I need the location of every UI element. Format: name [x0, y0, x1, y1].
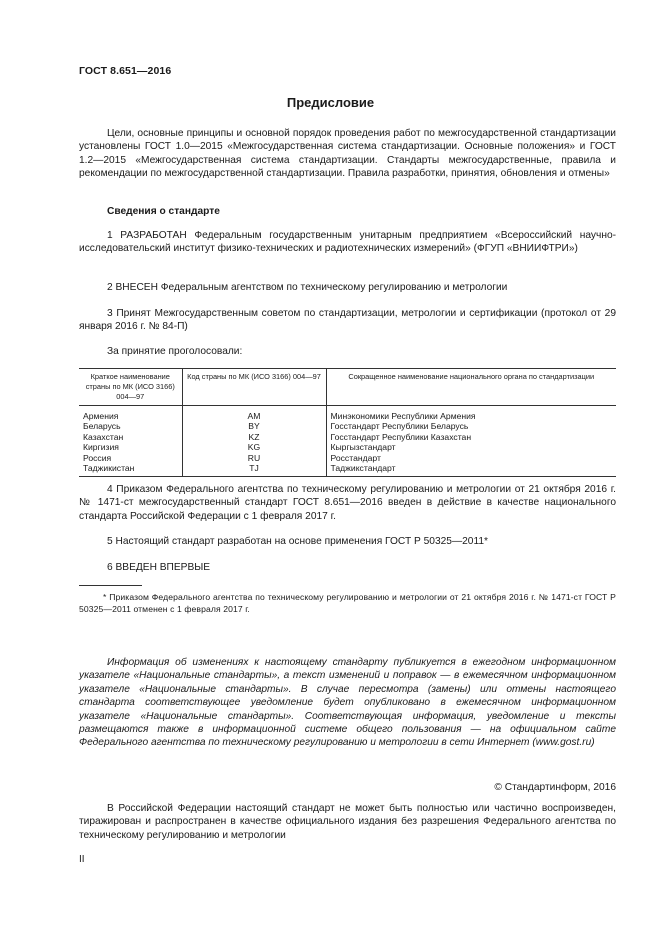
column-header-country: Краткое наименование страны по МК (ИСО 3166) 004—97	[79, 369, 182, 406]
footnote-divider	[79, 585, 142, 586]
code-cell: KZ	[182, 432, 326, 442]
country-cell: Казахстан	[83, 431, 124, 442]
item-4	[79, 483, 616, 523]
body-cell: Кыргызстандарт	[326, 442, 616, 452]
item-4-text: 4 Приказом Федерального агентства по техническому регулированию и метрологии от 21 октября 2016 г. № 1471-ст межгосударственный стандарт ГОСТ 8.651—2016 введен в действие в качестве национального стандарта Российской Федерации с 1 февраля 2017 г.	[79, 484, 616, 522]
rights-notice-text: В Российской Федерации настоящий стандарт не может быть полностью или частично воспроизведен, тиражирован и распространен в качестве официального издания без разрешения Федерального агентства по техническому регулированию и метрологии	[79, 803, 616, 841]
code-cell: RU	[182, 453, 326, 463]
country-cell: Киргизия	[83, 442, 119, 453]
info-notice	[79, 656, 616, 750]
item-2-text: 2 ВНЕСЕН Федеральным агентством по техническому регулированию и метрологии	[107, 282, 508, 293]
table-row	[79, 421, 616, 431]
table-header-row	[79, 369, 616, 406]
item-6	[79, 561, 616, 574]
page-number: II	[79, 854, 85, 865]
footnote-text: * Приказом Федерального агентства по техническому регулированию и метрологии от 21 октября 2016 г. № 1471-ст ГОСТ Р 50325—2011 отменен с 1 февраля 2017 г.	[79, 592, 616, 614]
body-cell: Госстандарт Республики Беларусь	[326, 421, 616, 431]
intro-text: Цели, основные принципы и основной порядок проведения работ по межгосударственной стандартизации установлены ГОСТ 1.0—2015 «Межгосударственная система стандартизации. Основные положения» и ГОСТ 1.2—2015 «Межгосударственная система стандартизации. Стандарты межгосударственные, правила и рекомендации по межгосударственной стандартизации. Правила разработки, принятия, обновления и отмены»	[79, 128, 616, 180]
body-cell: Росстандарт	[326, 453, 616, 463]
rights-notice	[79, 802, 616, 842]
country-cell: Таджикистан	[79, 463, 182, 477]
country-cell: Беларусь	[83, 421, 121, 432]
table-row	[79, 432, 616, 442]
code-cell: TJ	[182, 463, 326, 477]
item-6-text: 6 ВВЕДЕН ВПЕРВЫЕ	[107, 562, 211, 573]
column-header-body: Сокращенное наименование национального органа по стандартизации	[326, 369, 616, 406]
page-title: Предисловие	[286, 95, 375, 110]
footnote	[79, 591, 616, 615]
voting-table	[79, 368, 616, 477]
code-cell: AM	[182, 406, 326, 422]
item-5-text: 5 Настоящий стандарт разработан на основе применения ГОСТ Р 50325—2011*	[107, 536, 489, 547]
item-1-text: 1 РАЗРАБОТАН Федеральным государственным унитарным предприятием «Всероссийский научно-исследовательский институт физико-технических и радиотехнических измерений» (ФГУП «ВНИИФТРИ»)	[79, 230, 616, 255]
item-1	[79, 229, 616, 256]
item-2	[79, 281, 616, 294]
item-5	[79, 535, 616, 548]
country-cell: Армения	[83, 411, 119, 421]
document-header: ГОСТ 8.651—2016	[79, 65, 172, 77]
table-row	[79, 442, 616, 452]
copyright: © Стандартинформ, 2016	[494, 782, 616, 793]
country-cell: Россия	[83, 452, 112, 463]
body-cell: Госстандарт Республики Казахстан	[326, 432, 616, 442]
table-row	[79, 453, 616, 463]
table-row	[79, 463, 616, 477]
table-row	[79, 406, 616, 422]
body-cell: Таджикстандарт	[326, 463, 616, 477]
code-cell: BY	[182, 421, 326, 431]
item-3-text: 3 Принят Межгосударственным советом по стандартизации, метрологии и сертификации (протокол от 29 января 2016 г. № 84-П)	[79, 308, 616, 333]
column-header-code: Код страны по МК (ИСО 3166) 004—97	[182, 369, 326, 406]
intro-paragraph	[79, 127, 616, 181]
code-cell: KG	[182, 442, 326, 452]
body-cell: Минэкономики Республики Армения	[326, 406, 616, 422]
vote-label: За принятие проголосовали:	[107, 346, 243, 357]
info-notice-text: Информация об изменениях к настоящему стандарту публикуется в ежегодном информационном указателе «Национальные стандарты», а текст изменений и поправок — в ежемесячном информационном указателе «Национальные стандарты». В случае пересмотра (замены) или отмены настоящего стандарта соответствующее уведомление будет опубликовано в ежемесячном информационном указателе «Национальные стандарты». Соответствующая информация, уведомление и тексты размещаются также в информационной системе общего пользования — на официальном сайте Федерального агентства по техническому регулированию и метрологии в сети Интернет (www.gost.ru)	[79, 657, 616, 749]
item-3	[79, 307, 616, 334]
section-heading: Сведения о стандарте	[107, 206, 220, 217]
